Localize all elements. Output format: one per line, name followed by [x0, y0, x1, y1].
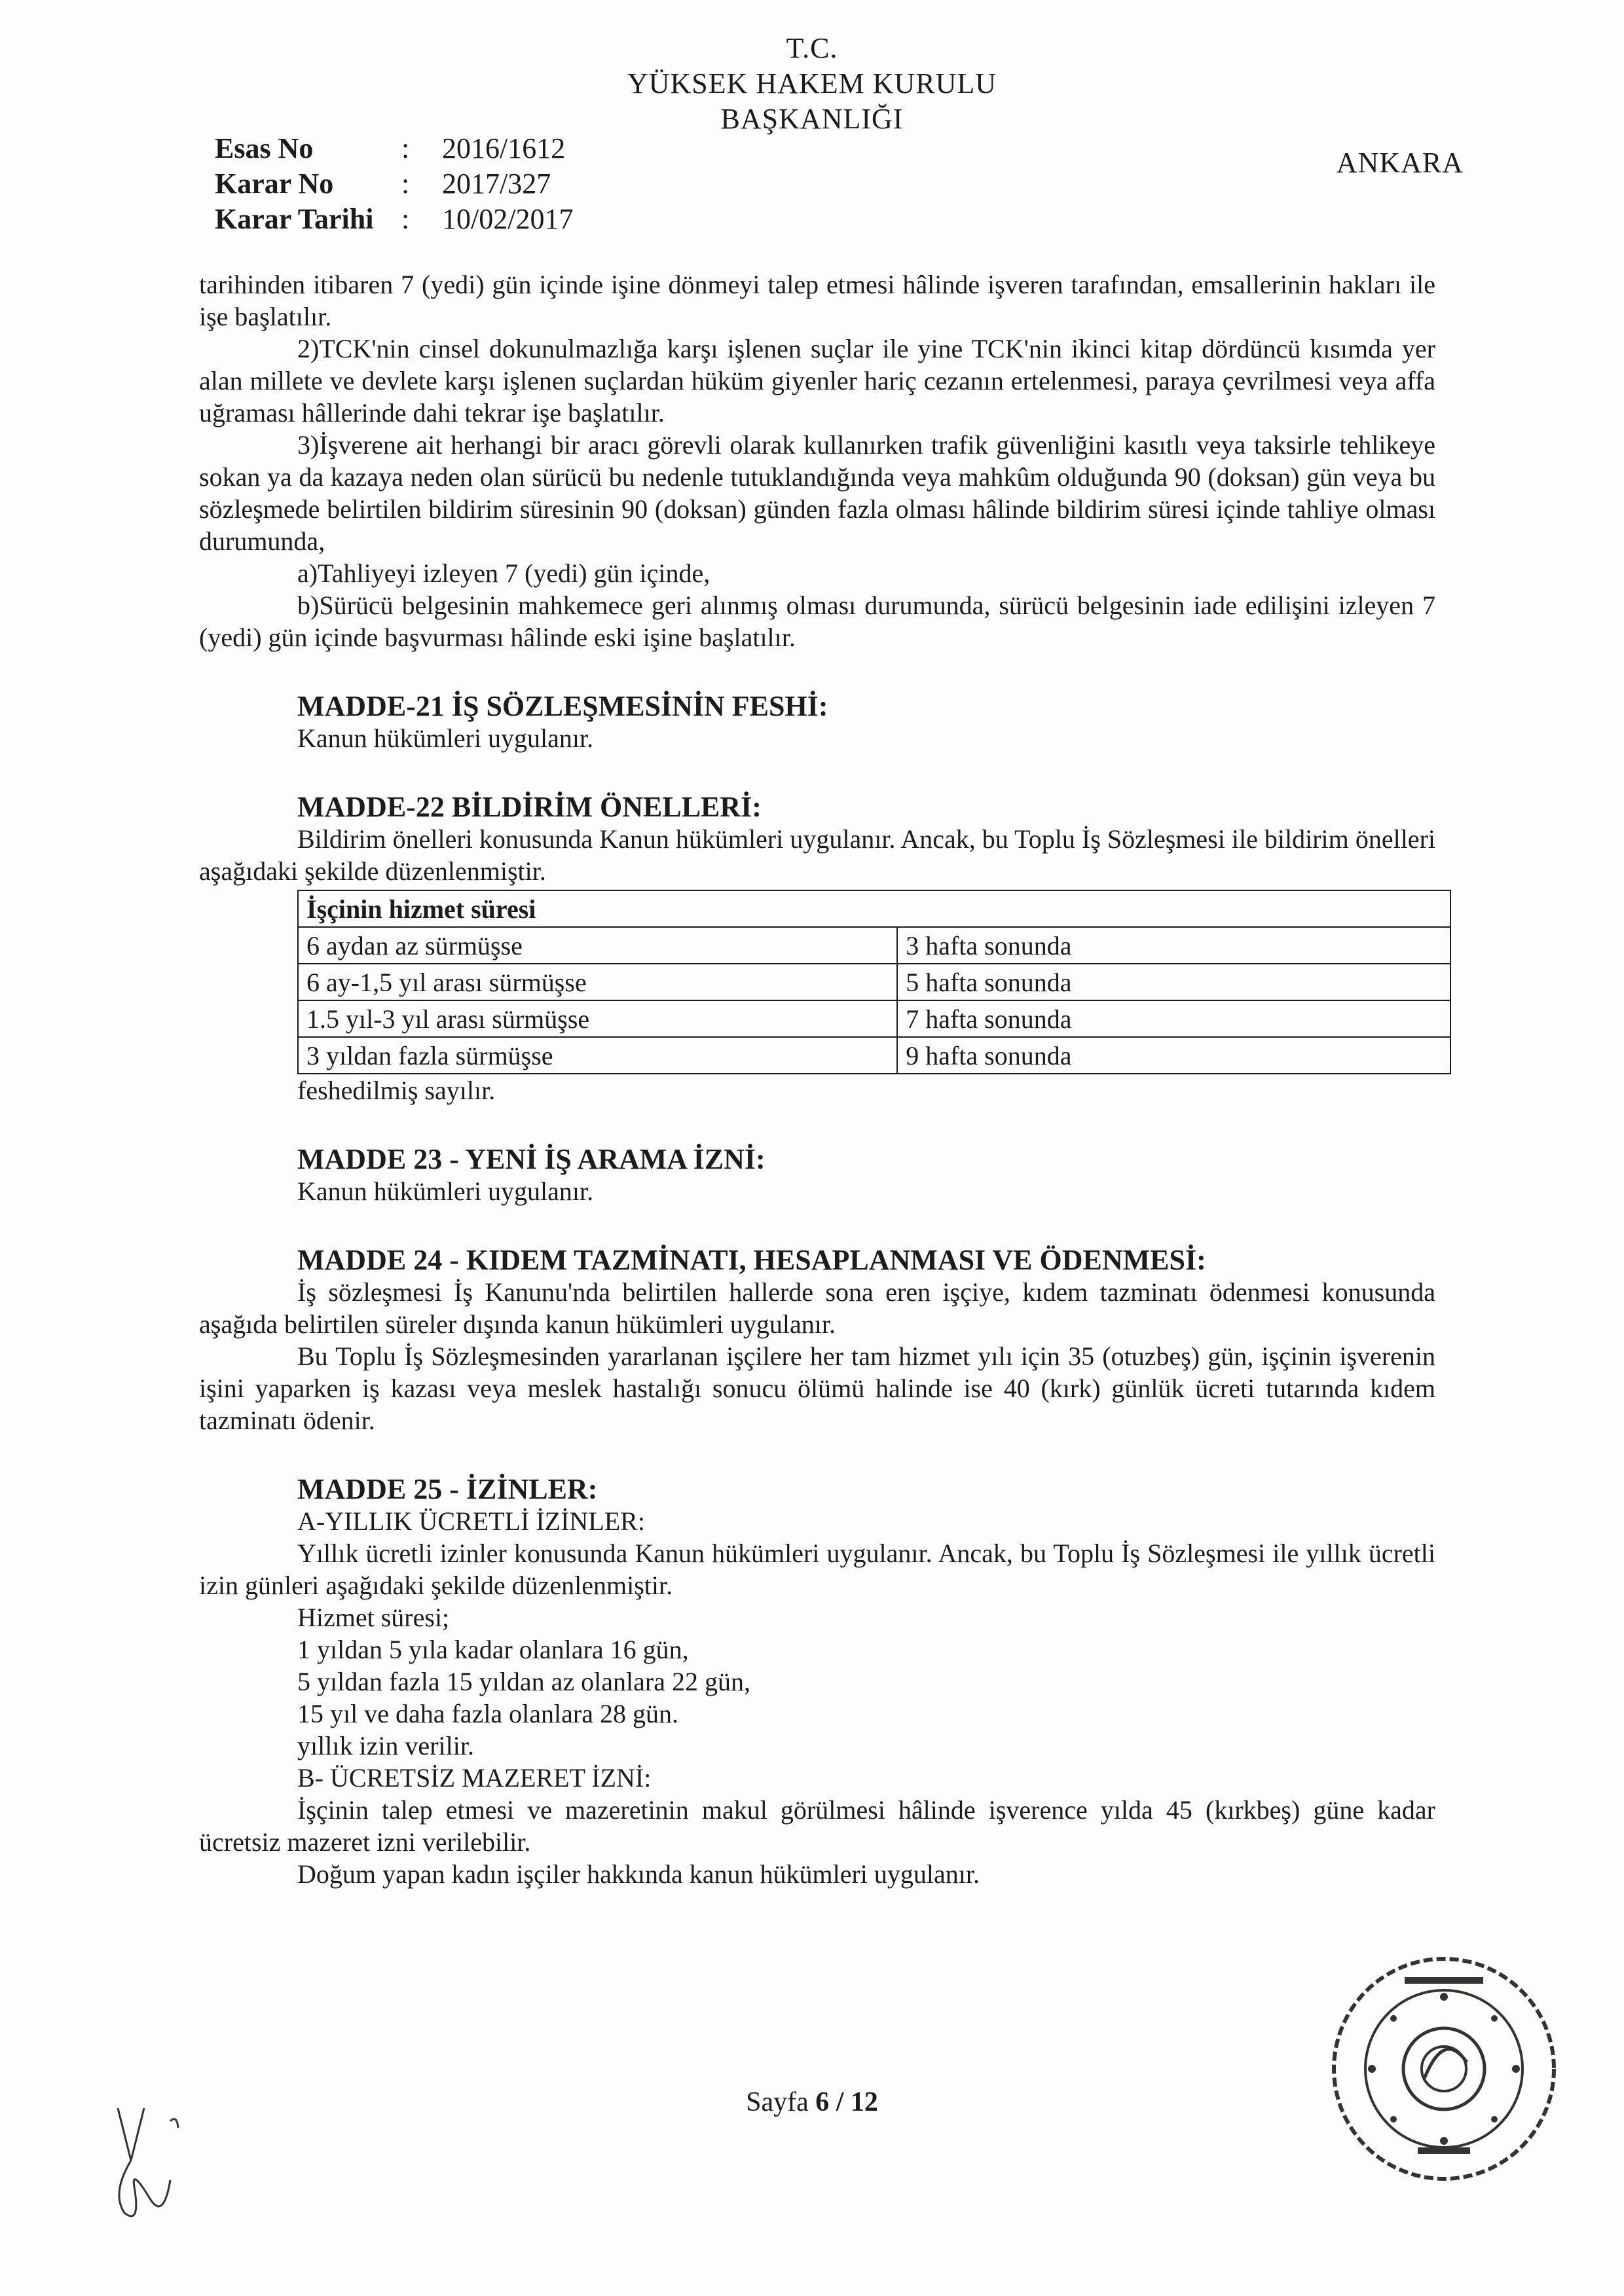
article-25-a-text: Yıllık ücretli izinler konusunda Kanun hükümleri uygulanır. Ancak, bu Toplu İş Sözleşmesi ile yıllık ücretli izin günleri aşağıdaki şekilde düzenlenmiştir. — [199, 1539, 1435, 1600]
service-label: Hizmet süresi; — [297, 1603, 450, 1632]
table-cell: 3 yıldan fazla sürmüşse — [298, 1037, 897, 1074]
meta-label: Karar No — [215, 168, 334, 200]
meta-label: Esas No — [215, 132, 314, 164]
meta-value: 10/02/2017 — [442, 203, 574, 235]
handwritten-signature — [105, 2102, 196, 2232]
meta-value: 2017/327 — [442, 168, 551, 200]
article-23-text: Kanun hükümleri uygulanır. — [297, 1176, 594, 1206]
table-cell: 1.5 yıl-3 yıl arası sürmüşse — [298, 1000, 897, 1037]
article-24-p2: Bu Toplu İş Sözleşmesinden yararlanan işçilere her tam hizmet yılı için 35 (otuzbeş) gün, işçinin işverenin işini yaparken iş kazası veya meslek hastalığı sonucu ölümü halinde ise 40 (kırk) günlük ücreti tutarında kıdem tazminatı ödenir. — [199, 1341, 1435, 1435]
meta-row-tarih: Karar Tarihi : 10/02/2017 — [215, 202, 573, 237]
list-item: 1 yıldan 5 yıla kadar olanlara 16 gün, — [297, 1635, 689, 1664]
meta-value: 2016/1612 — [442, 132, 566, 164]
body-paragraph: b)Sürücü belgesinin mahkemece geri alınmış olması durumunda, sürücü belgesinin iade edilişini izleyen 7 (yedi) gün içinde başvurması hâlinde eski işine başlatılır. — [199, 591, 1435, 652]
city-label: ANKARA — [1336, 147, 1464, 179]
meta-label: Karar Tarihi — [215, 203, 374, 235]
header-presidency: BAŞKANLIĞI — [720, 103, 904, 135]
document-body — [199, 268, 1435, 1890]
stamp-icon — [1326, 1951, 1562, 2187]
body-paragraph: tarihinden itibaren 7 (yedi) gün içinde işine dönmeyi talep etmesi hâlinde işveren tarafından, emsallerinin hakları ile işe başlatılır. — [199, 270, 1435, 331]
list-item: 5 yıldan fazla 15 yıldan az olanlara 22 gün, — [297, 1667, 750, 1696]
page-value: 6 / 12 — [815, 2087, 878, 2117]
body-paragraph: 2)TCK'nin cinsel dokunulmazlığa karşı işlenen suçlar ile yine TCK'nin ikinci kitap dördüncü kısımda yer alan millete ve devlete karşı işlenen suçlardan hüküm giyenler hariç cezanın ertelenmesi, paraya çevrilmesi veya affa uğraması hâllerinde dahi tekrar işe başlatılır. — [199, 334, 1435, 428]
table-row — [298, 1037, 1450, 1074]
article-25-sub-a: A-YILLIK ÜCRETLİ İZİNLER: — [297, 1506, 645, 1536]
page-prefix: Sayfa — [746, 2087, 809, 2117]
table-cell: 7 hafta sonunda — [897, 1000, 1450, 1037]
table-cell: 6 aydan az sürmüşse — [298, 927, 897, 964]
article-22-title: MADDE-22 BİLDİRİM ÖNELLERİ: — [297, 791, 762, 823]
table-row — [298, 927, 1450, 964]
header-tc: T.C. — [786, 32, 838, 64]
table-cell: 9 hafta sonunda — [897, 1037, 1450, 1074]
body-paragraph: a)Tahliyeyi izleyen 7 (yedi) gün içinde, — [297, 558, 710, 588]
meta-row-karar: Karar No : 2017/327 — [215, 166, 573, 202]
header-institution: YÜKSEK HAKEM KURULU — [627, 67, 997, 100]
table-cell: 5 hafta sonunda — [897, 964, 1450, 1000]
body-paragraph: 3)İşverene ait herhangi bir aracı görevli olarak kullanırken trafik güvenliğini kasıtlı veya taksirle tehlikeye sokan ya da kazaya neden olan sürücü bu nedenle tutuklandığında veya mahkûm olduğunda 90 (doksan) gün veya bu sözleşmede belirtilen bildirim süresinin 90 (doksan) günden fazla olması hâlinde bildirim süresi içinde tahliye olması durumunda, — [199, 430, 1435, 556]
article-23-title: MADDE 23 - YENİ İŞ ARAMA İZNİ: — [297, 1143, 766, 1175]
article-22-text: Bildirim önelleri konusunda Kanun hükümleri uygulanır. Ancak, bu Toplu İş Sözleşmesi ile bildirim önelleri aşağıdaki şekilde düzenlenmiştir. — [199, 824, 1435, 886]
article-21-title: MADDE-21 İŞ SÖZLEŞMESİNİN FESHİ: — [297, 690, 828, 722]
table-header-row — [298, 890, 1450, 927]
article-25-title: MADDE 25 - İZİNLER: — [297, 1473, 598, 1505]
article-25-sub-b: B- ÜCRETSİZ MAZERET İZNİ: — [297, 1763, 652, 1793]
list-item: 15 yıl ve daha fazla olanlara 28 gün. — [297, 1699, 678, 1728]
case-meta — [215, 131, 573, 237]
table-cell: 3 hafta sonunda — [897, 927, 1450, 964]
article-25-a-after: yıllık izin verilir. — [297, 1731, 474, 1760]
table-cell: 6 ay-1,5 yıl arası sürmüşse — [298, 964, 897, 1000]
article-24-title: MADDE 24 - KIDEM TAZMİNATI, HESAPLANMASI VE ÖDENMESİ: — [297, 1244, 1206, 1276]
meta-row-esas: Esas No : 2016/1612 — [215, 131, 573, 166]
article-25-b-text: İşçinin talep etmesi ve mazeretinin makul görülmesi hâlinde işverence yılda 45 (kırkbeş) güne kadar ücretsiz mazeret izni verilebilir. — [199, 1795, 1435, 1857]
table-header: İşçinin hizmet süresi — [298, 890, 1450, 927]
official-stamp — [1326, 1951, 1562, 2187]
signature-icon — [105, 2102, 196, 2232]
article-22-after: feshedilmiş sayılır. — [297, 1076, 496, 1105]
table-row — [298, 1000, 1450, 1037]
table-row — [298, 964, 1450, 1000]
article-24-p1: İş sözleşmesi İş Kanunu'nda belirtilen hallerde sona eren işçiye, kıdem tazminatı ödenmesi konusunda aşağıda belirtilen süreler dışında kanun hükümleri uygulanır. — [199, 1277, 1435, 1339]
article-25-b-text2: Doğum yapan kadın işçiler hakkında kanun hükümleri uygulanır. — [297, 1859, 980, 1889]
article-21-text: Kanun hükümleri uygulanır. — [297, 723, 594, 753]
notice-period-table — [297, 890, 1451, 1074]
